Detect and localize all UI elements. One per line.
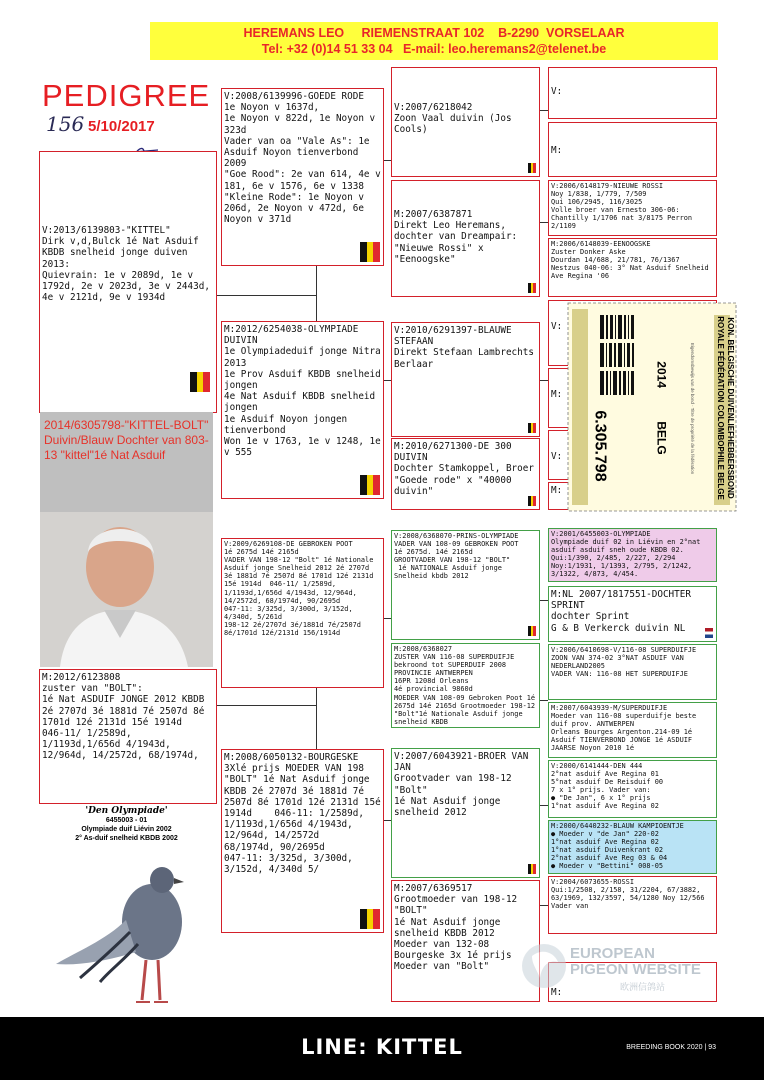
pigeon-icon <box>40 802 213 1016</box>
ggp-fff-box <box>391 67 540 177</box>
ring-year: 2014 <box>655 361 670 389</box>
pigeon-owner-photo <box>40 412 213 667</box>
ring-org-group <box>707 304 743 512</box>
belgian-flag-icon <box>360 242 380 262</box>
ggp-mff-box <box>391 530 540 640</box>
connector-line <box>540 805 548 806</box>
pigeon-label-line1: Olympiade duif Liévin 2002 <box>81 826 172 833</box>
maternal-grandfather-text: V:2009/6269108-DE GEBROKEN POOT 1é 2675d 14é 2165d VADER VAN 198-12 "Bolt" 1é Nationale Asduif jonge Snelheid 2012 2é 2707d 3é 1881d 7é 2507d 8é 1701d 12é 2131d 15é 1914d 046-11/ 1/2589d, 1/1193d,1/656d 4/1943d, 12/964d, 14/2572d, 68/1974d, 90/2695d 047-11: 3/325d, 3/300d, 3/152d, 4/340d, 5/261d 198-12 2é/2707d 3é/1881d 7é/2507d 8é/1701d 12é/2131d 156/1914d <box>224 540 374 638</box>
page-footer <box>0 1017 764 1080</box>
belgian-flag-icon <box>360 475 380 495</box>
watermark-chinese: 欧洲信鸽站 <box>620 983 666 993</box>
belgian-flag-icon <box>190 372 210 392</box>
connector-line <box>540 700 548 701</box>
father-box <box>39 151 217 413</box>
website-watermark <box>520 938 730 998</box>
connector-line <box>540 380 548 381</box>
line-label: LINE: KITTEL <box>301 1035 463 1059</box>
g4-mmf-dam-box <box>548 820 717 874</box>
connector-line <box>540 905 548 906</box>
ring-org2: ROYALE FÉDÉRATION COLOMBOPHILE BELGE <box>716 316 726 500</box>
belgian-flag-icon <box>528 496 536 506</box>
mother-box <box>39 669 217 804</box>
connector-line <box>216 295 316 296</box>
g4-mfm-sire-box <box>548 644 717 700</box>
paternal-grandmother-text: M:2012/6254038-OLYMPIADE DUIVIN 1e Olympiadeduif jonge Nitra 2013 1e Prov Asduif KBDB snelheid jongen 4e Nat Asduif KBDB snelheid jongen 1e Asduif Noyon jongen tienverbond Won 1e v 1763, 1e v 1248, 1e v 555 <box>224 324 381 459</box>
g4-fff-dam-text: M: <box>551 145 563 156</box>
connector-line <box>540 600 548 601</box>
ggp-fmf-box <box>391 322 540 437</box>
ring-org1: KON. BELGISCHE DUIVENLIEFHEBBERSBOND <box>726 317 736 499</box>
g4-fmf-sire-text: V: <box>551 321 563 332</box>
g4-mmf-dam-text: M:2000/6440232-BLAUW KAMPIOENTJE ● Moeder v "de Jan" 220-02 1°nat asduif Ave Regina 02 1°nat asduif Duivenkrant 02 2°nat asduif Ave Reg 03 & 04 ● Moeder v "Bettini" 008-05 <box>551 822 684 871</box>
ggp-ffm-text: M:2007/6387871 Direkt Leo Heremans, dochter van Dreampair: "Nieuwe Rossi" x "Eenoogske" <box>394 209 518 265</box>
ring-year-group <box>642 304 682 512</box>
watermark-line2: PIGEON WEBSITE <box>570 961 701 978</box>
breeder-contact: Tel: +32 (0)14 51 33 04 E-mail: leo.heremans2@telenet.be <box>261 42 607 56</box>
breeder-header <box>150 22 718 60</box>
ggp-mfm-box <box>391 643 540 728</box>
g4-mmm-dam-text: M: <box>551 987 563 998</box>
g4-fmf-dam-text: M: <box>551 389 563 400</box>
connector-line <box>316 265 317 322</box>
connector-line <box>216 705 316 706</box>
pigeon-label-line2: 2° As-duif snelheid KBDB 2002 <box>75 835 178 842</box>
ring-number: 6.305.798 <box>592 410 609 482</box>
watermark-line1: EUROPEAN <box>570 945 656 962</box>
pigeon-logo-icon <box>520 938 568 994</box>
g4-fmm-sire-text: V: <box>551 451 563 462</box>
ring-small-text: Eigendomsbewijs van de bond · Titre de propriété de la fédération <box>690 342 696 474</box>
g4-mmf-sire-box <box>548 760 717 818</box>
ggp-mmm-box <box>391 880 540 1002</box>
ggp-mfm-text: M:2008/6368027 ZUSTER VAN 116-08 SUPERDUIFJE bekroond tot SUPERDUIF 2008 PROVINCIE ANTWERPEN 16PR 1208d Orleans 4é provincial 9860d MOEDER VAN 108-09 Gebroken Poot 1é 2675d 14é 2165d Grootmoeder 198-12 "Bolt"1é Nationale Asduif jonge snelheid KBDB <box>394 645 536 726</box>
belgian-flag-icon <box>528 283 536 293</box>
connector-line <box>540 110 548 111</box>
paternal-grandfather-box <box>221 88 384 266</box>
g4-ffm-sire-box <box>548 180 717 236</box>
ring-country: BELG <box>655 421 670 455</box>
ggp-fff-text: V:2007/6218042 Zoon Vaal duivin (Jos Cools) <box>394 102 512 136</box>
belgian-flag-icon <box>360 909 380 929</box>
belgian-flag-icon <box>528 626 536 636</box>
ggp-fmm-box <box>391 438 540 510</box>
pedigree-title: PEDIGREE <box>42 78 211 113</box>
g4-mff-dam-box <box>548 586 717 642</box>
ggp-fmf-text: V:2010/6291397-BLAUWE STEFAAN Direkt Stefaan Lambrechts Berlaar <box>394 325 534 370</box>
ggp-mff-text: V:2008/6368070-PRINS-OLYMPIADE VADER VAN 108-09 GEBROKEN POOT 1é 2675d. 14é 2165d GROOTVADER VAN 198-12 "BOLT" 1é NATIONALE Asduif jonge Snelheid kbdb 2012 <box>394 532 519 581</box>
owner-photo-icon <box>40 412 213 667</box>
g4-mfm-dam-text: M:2007/6043939-M/SUPERDUIFJE Moeder van 116-08 superduifje beste duif prov. ANTWERPEN Orleans Bourges Argenton.214-09 1é Asduif TIENVERBOND JONGE 1é ASDUIF JAARSE Noyon 2010 1é <box>551 704 697 753</box>
pigeon-label-ring: 6455003 - 01 <box>105 817 148 824</box>
belgian-flag-icon <box>528 864 536 874</box>
maternal-grandmother-text: M:2008/6050132-BOURGESKE 3Xlé prijs MOEDER VAN 198 "BOLT" 1é Nat Asduif jonge KBDB 2é 2707d 3é 1881d 7é 2507d 8é 1701d 12é 2131d 15é 1914d 046-11: 1/2589d, 1/1193d,1/656d 4/1943d, 12/964d, 14/2572d 68/1974d, 90/2695d 047-11: 3/325d, 3/300d, 3/152d, 4/340d 5/ <box>224 752 381 876</box>
pedigree-date: 5/10/2017 <box>88 118 155 135</box>
pigeon-label-title: 'Den Olympiade' <box>85 806 168 816</box>
g4-mff-dam-text: M:NL 2007/1817551-DOCHTER SPRINT dochter Sprint G & B Verkerck duivin NL <box>551 589 691 634</box>
g4-mff-sire-text: V:2001/6455003-OLYMPIADE Olympiade duif 02 in Liévin en 2°nat asduif asduif sneh oude KBDB 02. Qui:1/390, 2/485, 2/227, 2/294 Noy:1/1931, 1/1393, 2/795, 2/1242, 3/1322, 4/873, 4/454. <box>551 530 701 579</box>
g4-fmm-dam-text: M: <box>551 485 563 496</box>
g4-mfm-dam-box <box>548 702 717 758</box>
handwritten-number: 156 <box>46 112 85 136</box>
ring-number-group <box>584 381 616 511</box>
g4-fff-sire-box <box>548 67 717 119</box>
paternal-grandfather-text: V:2008/6139996-GOEDE RODE 1e Noyon v 1637d, 1e Noyon v 822d, 1e Noyon v 323d Vader van oa "Vale As": 1e Asduif Noyon tienverbond 2009 "Goe Rood": 2e van 614, 4e v 181, 6e v 1576, 6e v 1338 "Kleine Rode": 1e Noyon v 206d, 2e Noyon v 472d, 6e Noyon v 371d <box>224 91 381 226</box>
ggp-ffm-box <box>391 180 540 297</box>
g4-mff-sire-box <box>548 528 717 582</box>
g4-ffm-sire-text: V:2006/6148179-NIEUWE ROSSI Noy 1/838, 1/779, 7/509 Qui 106/2945, 116/3025 Volle broer van Ernesto 306-06: Chantilly 1/1706 nat 3/8175 Perron 2/1109 <box>551 182 693 231</box>
ring-certificate <box>564 301 740 515</box>
book-page-label: BREEDING BOOK 2020 | 93 <box>626 1044 716 1051</box>
g4-ffm-dam-text: M:2006/6148039-EENOOGSKE Zuster Donker Aske Dourdan 14/688, 21/781, 76/1367 Nestzus 040-06: 3° Nat Asduif Snelheid Ave Regina '06 <box>551 240 709 281</box>
g4-fff-sire-text: V: <box>551 86 563 97</box>
dutch-flag-icon <box>705 628 713 638</box>
g4-ffm-dam-box <box>548 238 717 297</box>
pigeon-photo-area <box>40 802 213 1016</box>
ggp-mmf-box <box>391 748 540 878</box>
ggp-mmm-text: M:2007/6369517 Grootmoeder van 198-12 "BOLT" 1é Nat Asduif jonge snelheid KBDB 2012 Moeder van 132-08 Bourgeske 3x 1é prijs Moeder van "Bolt" <box>394 883 518 973</box>
father-text: V:2013/6139803-"KITTEL" Dirk v,d,Bulck 1é Nat Asduif KBDB snelheid jonge duiven 2013: Quievrain: 1e v 2089d, 1e v 1792d, 2e v 2023d, 3e v 2443d, 4e v 2121d, 9e v 1934d <box>42 225 210 304</box>
photo-caption: 2014/6305798-"KITTEL-BOLT" Duivin/Blauw Dochter van 803-13 "kittel"1é Nat Asduif <box>44 418 209 462</box>
maternal-grandfather-box <box>221 538 384 688</box>
paternal-grandmother-box <box>221 321 384 499</box>
g4-mmm-sire-text: V:2004/6073655-ROSSI Qui:1/2508, 2/158, 31/2204, 67/3882, 63/1969, 132/3597, 54/1280 Noy 12/566 Vader van <box>551 878 705 911</box>
maternal-grandmother-box <box>221 749 384 933</box>
ring-small-group <box>684 304 702 512</box>
g4-mfm-sire-text: V:2006/6410698-V/116-08 SUPERDUIFJE ZOON VAN 374-02 3°NAT ASDUIF VAN NEDERLAND2005 VADER VAN: 116-08 HET SUPERDUIFJE <box>551 646 697 679</box>
mother-text: M:2012/6123808 zuster van "BOLT": 1é Nat ASDUIF JONGE 2012 KBDB 2é 2707d 3é 1881d 7é 2507d 8é 1701d 12é 2131d 15é 1914d 046-11/ 1/2589d, 1/1193d,1/656d 4/1943d, 12/964d, 14/2572d, 68/1974d, <box>42 672 205 762</box>
ggp-fmm-text: M:2010/6271300-DE 300 DUIVIN Dochter Stamkoppel, Broer "Goede rode" x "40000 duivin" <box>394 441 534 497</box>
breeder-address: HEREMANS LEO RIEMENSTRAAT 102 B-2290 VORSELAAR <box>243 26 625 40</box>
g4-mmm-sire-box <box>548 876 717 934</box>
watermark-text <box>570 946 701 978</box>
belgian-flag-icon <box>528 423 536 433</box>
belgian-flag-icon <box>528 163 536 173</box>
g4-fff-dam-box <box>548 122 717 177</box>
g4-mmf-sire-text: V:2000/6141444-DEN 444 2°nat asduif Ave Regina 01 5°nat asduif De Reisduif 00 7 x 1° prijs. Vader van: ● "De Jan", 6 x 1° prijs 1°nat asduif Ave Regina 02 <box>551 762 664 811</box>
ggp-mmf-text: V:2007/6043921-BROER VAN JAN Grootvader van 198-12 "Bolt" 1é Nat Asduif jonge snelheid 2012 <box>394 751 529 819</box>
connector-line <box>540 222 548 223</box>
